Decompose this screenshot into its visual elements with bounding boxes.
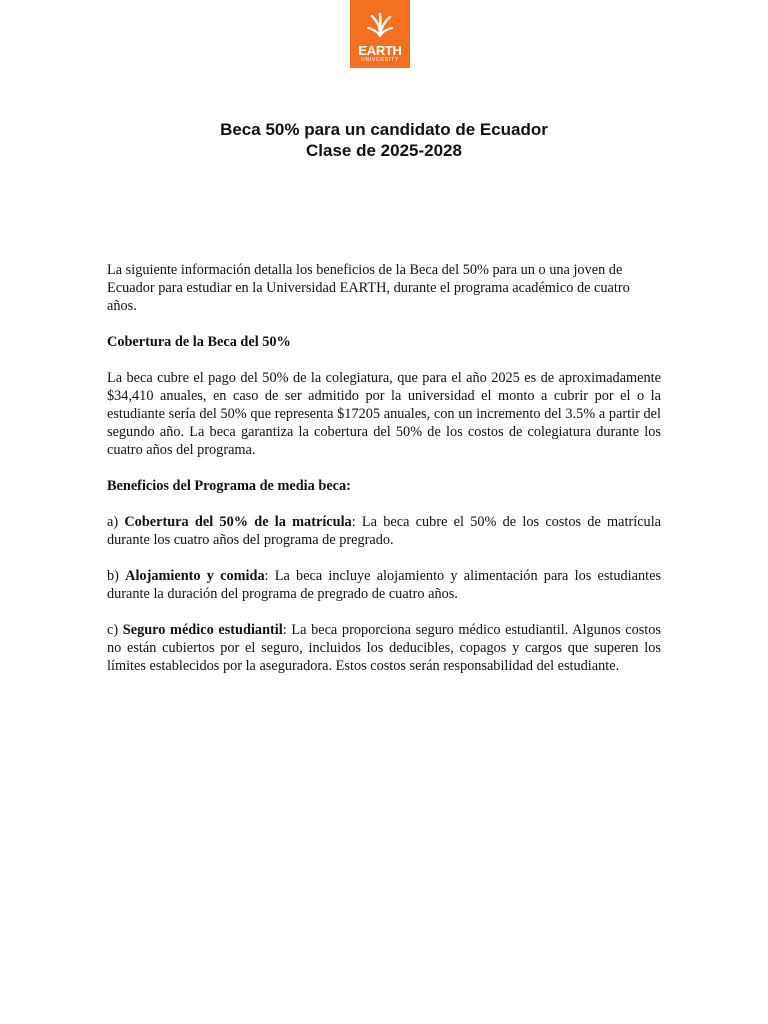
logo-wordmark: EARTH [358,43,402,58]
document-body [107,261,661,693]
title-line-1: Beca 50% para un candidato de Ecuador [220,120,548,139]
benefit-title: Alojamiento y comida [125,568,265,584]
earth-university-logo [350,0,410,68]
logo-subtitle: UNIVERSITY [360,57,399,63]
benefits-heading: Beneficios del Programa de media beca: [107,478,351,494]
benefit-text: : La beca cubre el 50% de los costos de matrícula durante los cuatro años del programa de pregrado. [107,514,662,548]
benefit-text: : La beca proporciona seguro médico estudiantil. Algunos costos no están cubiertos por el seguro, incluidos los deducibles, copagos y cargos que superen los límites establecidos por la aseguradora. Estos costos serán responsabilidad del estudiante. [107,622,661,674]
leaf-icon [365,12,395,38]
document-title [0,119,768,161]
coverage-heading: Cobertura de la Beca del 50% [107,334,291,350]
benefit-title: Seguro médico estudiantil [122,622,283,638]
coverage-paragraph: La beca cubre el pago del 50% de la colegiatura, que para el año 2025 es de aproximadamente $34,410 anuales, en caso de ser admitido por la universidad el monto a cubrir por el o la estudiante sería del 50% que representa $17205 anuales, con un incremento del 3.5% a partir del segundo año. La beca garantiza la cobertura del 50% de los costos de colegiatura durante los cuatro años del programa. [107,370,661,458]
benefit-prefix: a) [107,514,125,530]
benefit-item-insurance [107,621,661,675]
benefit-title: Cobertura del 50% de la matrícula [124,514,352,530]
title-line-2: Clase de 2025-2028 [306,141,462,160]
benefit-text: : La beca incluye alojamiento y alimentación para los estudiantes durante la duración del programa de pregrado de cuatro años. [107,568,662,602]
intro-paragraph: La siguiente información detalla los beneficios de la Beca del 50% para un o una joven de Ecuador para estudiar en la Universidad EARTH, durante el programa académico de cuatro años. [107,262,630,314]
benefit-prefix: c) [107,622,123,638]
benefit-item-tuition [107,513,661,549]
benefit-item-housing [107,567,661,603]
benefit-prefix: b) [107,568,126,584]
